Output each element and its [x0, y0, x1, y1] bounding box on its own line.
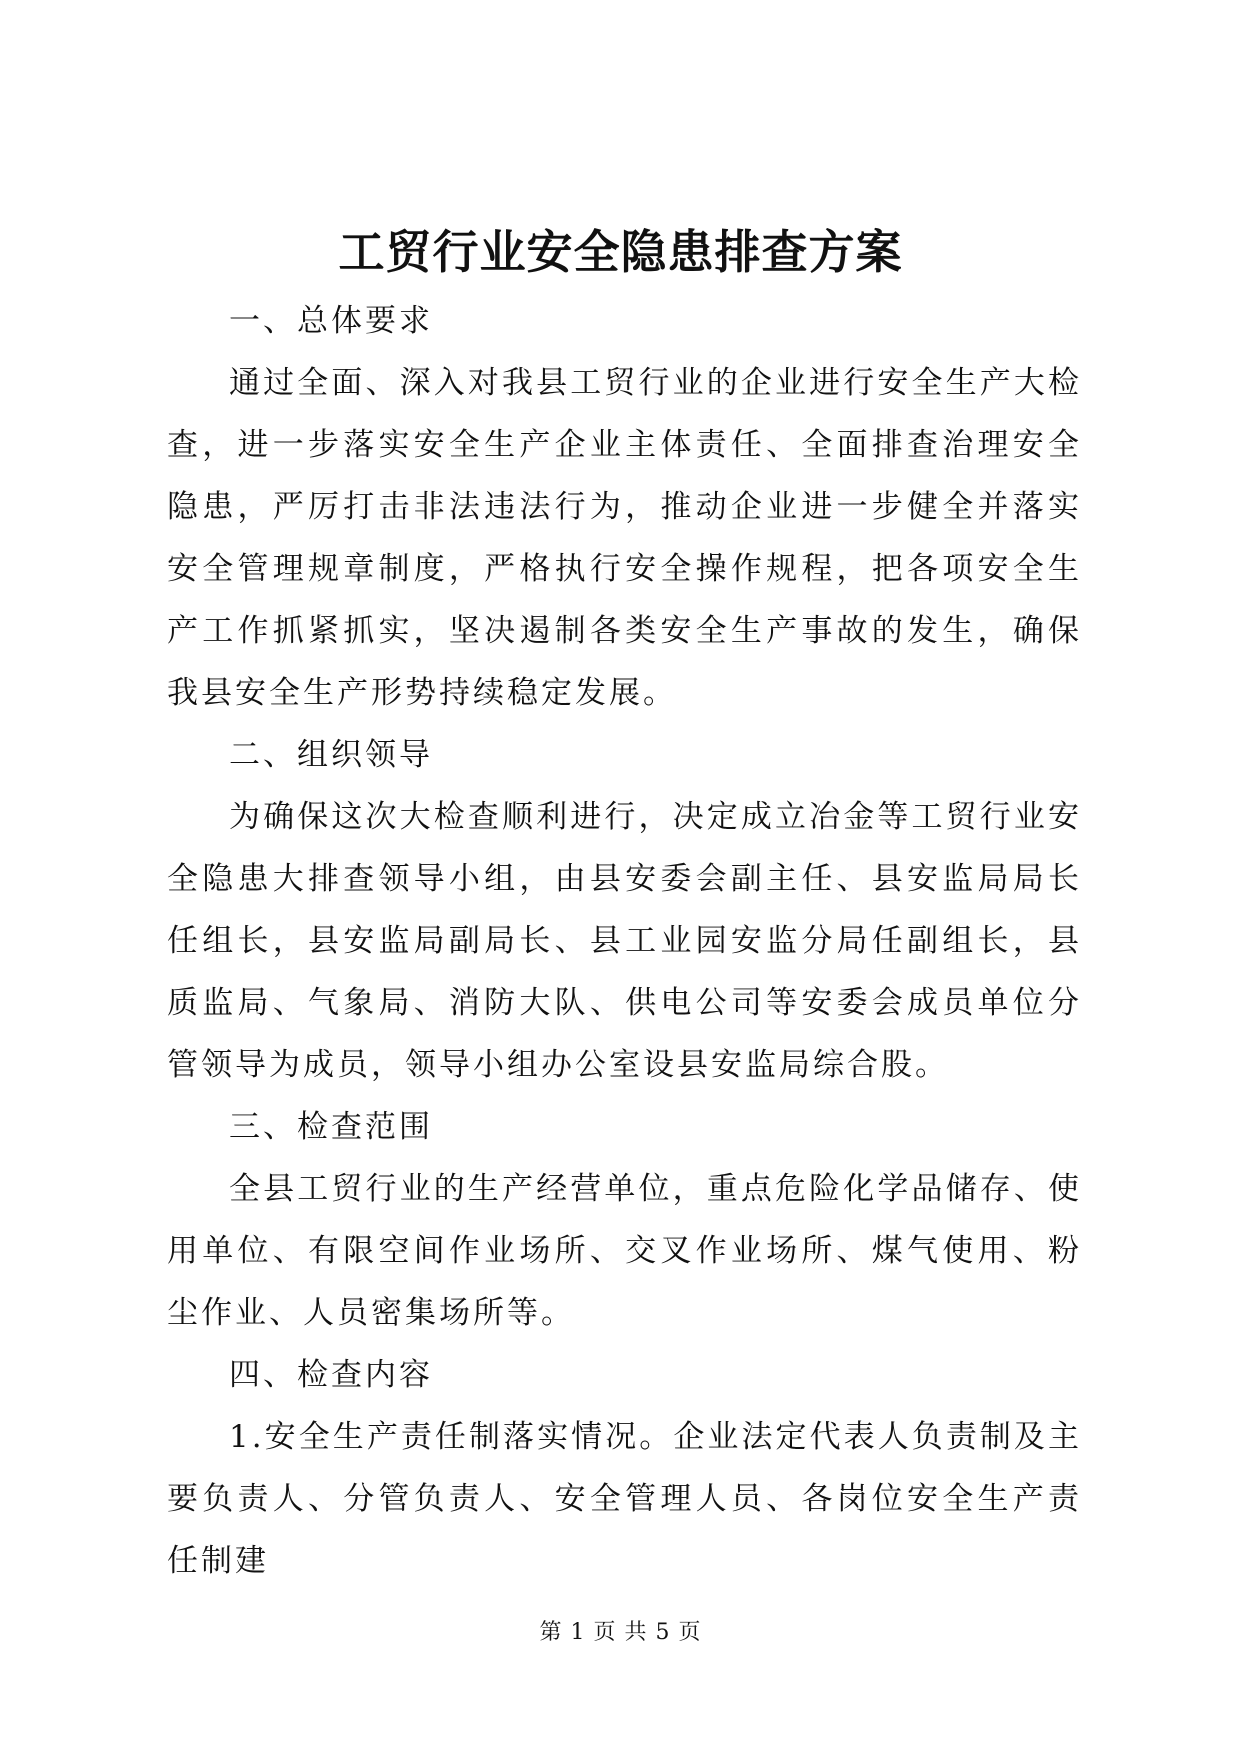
- section-heading-4: 四、检查内容: [229, 1357, 433, 1393]
- section-paragraph-4: 1.安全生产责任制落实情况。企业法定代表人负责制及主要负责人、分管负责人、安全管理人员、各岗位安全生产责任制建: [167, 1419, 1082, 1579]
- section-heading-2: 二、组织领导: [229, 737, 433, 773]
- page-footer: 第 1 页 共 5 页: [539, 1620, 702, 1645]
- section-paragraph-1: 通过全面、深入对我县工贸行业的企业进行安全生产大检查，进一步落实安全生产企业主体责任、全面排查治理安全隐患，严厉打击非法违法行为，推动企业进一步健全并落实安全管理规章制度，严格执行安全操作规程，把各项安全生产工作抓紧抓实，坚决遏制各类安全生产事故的发生，确保我县安全生产形势持续稳定发展。: [167, 365, 1082, 711]
- section-heading-1: 一、总体要求: [229, 303, 433, 339]
- section-paragraph-2: 为确保这次大检查顺利进行，决定成立冶金等工贸行业安全隐患大排查领导小组，由县安委会副主任、县安监局局长任组长，县安监局副局长、县工业园安监分局任副组长，县质监局、气象局、消防大队、供电公司等安委会成员单位分管领导为成员，领导小组办公室设县安监局综合股。: [167, 799, 1082, 1083]
- section-heading-3: 三、检查范围: [229, 1109, 433, 1145]
- document-title: 工贸行业安全隐患排查方案: [338, 225, 903, 279]
- section-paragraph-3: 全县工贸行业的生产经营单位，重点危险化学品储存、使用单位、有限空间作业场所、交叉作业场所、煤气使用、粉尘作业、人员密集场所等。: [167, 1171, 1082, 1331]
- document-body: [167, 290, 1082, 1592]
